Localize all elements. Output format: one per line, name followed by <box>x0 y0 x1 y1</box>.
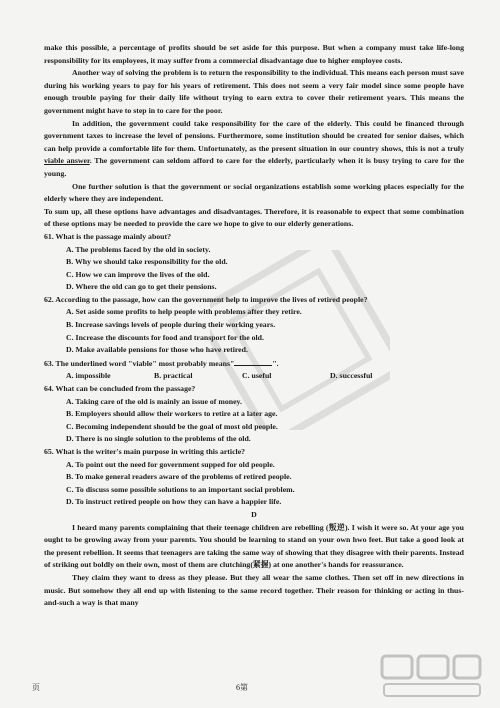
q65-option-b: B. To make general readers aware of the problems of retired people. <box>66 472 292 482</box>
q62-option-a: A. Set aside some profits to help people with problems after they retire. <box>66 307 302 317</box>
footer-left: 页 <box>32 683 40 692</box>
q64-option-a: A. Taking care of the old is mainly an issue of money. <box>66 396 242 406</box>
q62-option-c: C. Increase the discounts for food and transport for the old. <box>66 332 264 342</box>
paragraph-4: One further solution is that the government or social organizations establish some working places especially for the elderly where they are independent. <box>44 181 464 204</box>
q63-option-a: A. impossible <box>66 371 111 381</box>
q65-option-d: D. To instruct retired people on how they can have a happier life. <box>66 497 282 507</box>
section-heading: D <box>251 509 257 519</box>
q61-option-a: A. The problems faced by the old in society. <box>66 244 211 254</box>
q63-option-b: B. practical <box>154 371 193 381</box>
paragraph-3: In addition, the government could take responsibility for the care of the elderly. This could be financed through government taxes to increase the level of pensions. Furthermore, some institution should be created for senior daises, which can help provide a comfortable life for them. Unfortunately, as the present situation in our country shows, this is not a truly viable answer. The government can seldom afford to care for the elderly, particularly when it is busy trying to care for the young. <box>44 118 464 178</box>
answer-blank <box>234 357 272 366</box>
q65-option-a: A. To point out the need for government supped for old people. <box>66 459 275 469</box>
paragraph-5: To sum up, all these options have advantages and disadvantages. Therefore, it is reasonable to expect that some combination of these options may be needed to provide the care we hope to give to our elderly generations. <box>44 206 464 229</box>
question-64: 64. What can be concluded from the passage? <box>44 384 196 394</box>
question-65: 65. What is the writer's main purpose in writing this article? <box>44 447 246 456</box>
passage-d-paragraph-1: I heard many parents complaining that their teenage children are rebelling (叛逆). I wish it were so. At your age you ought to be growing away from your parents. You should be learning to stand on your own hwo feet. But take a good look at the present rebellion. It seems that teenagers are taking the same way of showing that they disagree with their parents. Instead of striking out boldly on their own, most of them are clutching(紧握) at one another's hands for reassurance. <box>44 522 464 570</box>
question-63: 63. The underlined word "viable" most probably means" ". <box>44 358 279 368</box>
paragraph-2: Another way of solving the problem is to return the responsibility to the individual. This means each person must save during his working years to pay for his years of retirement. This does not seem a very fair model since some people have enough trouble paying for their daily life without trying to earn extra to cover their retirement years. This means the government might have to step in to care for the poor. <box>44 68 464 115</box>
q64-option-c: C. Becoming independent should be the goal of most old people. <box>66 421 278 431</box>
q63-option-d: D. successful <box>330 371 373 381</box>
q62-option-d: D. Make available pensions for those who have retired. <box>66 345 248 355</box>
exam-page <box>44 42 464 610</box>
q63-option-c: C. useful <box>242 371 272 381</box>
corner-watermark-logo <box>376 650 486 702</box>
question-61: 61. What is the passage mainly about? <box>44 231 172 241</box>
paragraph-1: make this possible, a percentage of profits should be set aside for this purpose. But when a company must take life-long responsibility for its employees, it may suffer from a commercial disadvantage due to higher employee costs. <box>44 43 464 65</box>
q65-option-c: C. To discuss some possible solutions to an important social problem. <box>66 484 295 494</box>
question-62: 62. According to the passage, how can the government help to improve the lives of retired people? <box>44 294 368 304</box>
passage-d-paragraph-2: They claim they want to dress as they please. But they all wear the same clothes. Then set off in new directions in music. But somehow they all end up with listening to the same record together. Their reason for thinking or acting in thus-and-such a way is that many <box>44 572 464 608</box>
q61-option-c: C. How we can improve the lives of the old. <box>66 269 210 279</box>
q64-option-b: B. Employers should allow their workers to retire at a later age. <box>66 409 278 419</box>
q62-option-b: B. Increase savings levels of people during their working years. <box>66 320 276 330</box>
q63-options <box>66 370 464 383</box>
footer-page-number: 6第 <box>236 683 248 692</box>
q61-option-d: D. Where the old can go to get their pensions. <box>66 282 217 292</box>
q61-option-b: B. Why we should take responsibility for the old. <box>66 257 228 267</box>
q64-option-d: D. There is no single solution to the problems of the old. <box>66 434 251 444</box>
underlined-word: viable answer <box>44 156 90 166</box>
